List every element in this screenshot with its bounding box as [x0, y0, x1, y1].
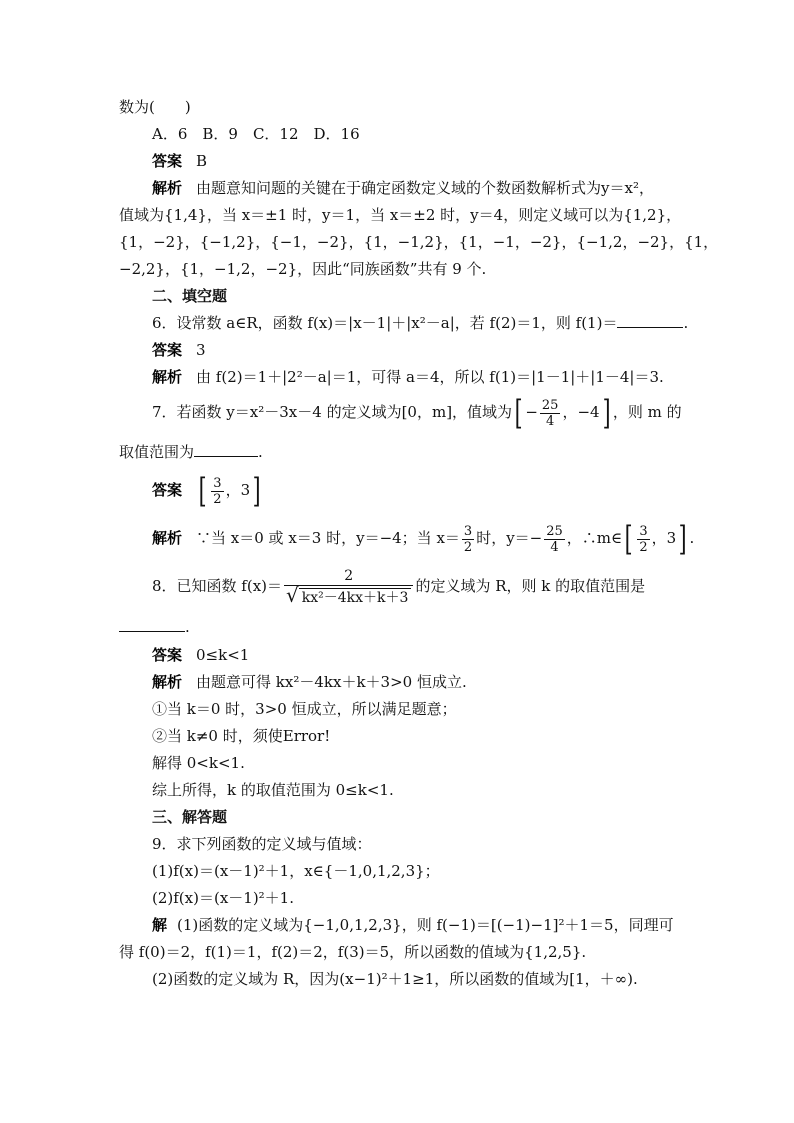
fraction: [540, 398, 561, 429]
q9-part-1: (1)f(x)＝(x－1)²＋1，x∈{－1,0,1,2,3}；: [152, 862, 440, 880]
left-bracket-icon: [: [514, 393, 523, 433]
numerator: 3: [639, 523, 648, 539]
answer-value: 3: [196, 341, 206, 359]
q5-tail: 数为( ): [119, 98, 191, 116]
q8-stem: [152, 566, 645, 607]
q8-analysis-line-1: [152, 672, 467, 692]
numerator: 25: [546, 523, 563, 539]
fraction: [544, 524, 565, 555]
q6-stem: [152, 313, 688, 333]
q5-analysis-line-3: {1，−2}，{−1,2}，{−1，−2}，{1，−1,2}，{1，−1，−2}，{−1,2，−2}，{1，: [119, 233, 719, 251]
square-root-icon: √: [286, 583, 299, 607]
q9-stem: 9．求下列函数的定义域与值域：: [152, 835, 372, 853]
analysis-text: 由题意可得 kx²－4kx＋k＋3>0 恒成立.: [196, 673, 467, 691]
q9-solution-line-1: [152, 915, 674, 935]
answer-label: 答案: [152, 152, 183, 170]
minus-sign: −: [525, 403, 538, 421]
numerator: 3: [213, 475, 222, 491]
q8-analysis-line-3: ②当 k≠0 时，须使Error!: [152, 727, 331, 745]
q8-stem-line-2: [119, 617, 190, 637]
q8-stem-end: .: [185, 618, 190, 636]
answer-label: 答案: [152, 481, 183, 499]
q8-stem-b: 的定义域为 R，则 k 的取值范围是: [415, 577, 646, 595]
q8-stem-a: 8．已知函数 f(x)＝: [152, 577, 283, 595]
fraction: [637, 524, 649, 555]
q7-analysis: [152, 519, 695, 559]
q7-stem-c: 取值范围为: [119, 443, 195, 461]
fraction: [211, 476, 223, 507]
answer-tail: ，3: [225, 481, 251, 499]
q8-analysis-line-5: 综上所得，k 的取值范围为 0≤k<1.: [152, 781, 394, 799]
analysis-label: 解析: [152, 368, 183, 386]
q5-analysis-line-4: −2,2}，{1，−1,2，−2}，因此“同族函数”共有 9 个.: [119, 260, 487, 278]
q8-answer: [152, 645, 249, 665]
analysis-text: 由题意知问题的关键在于确定函数定义域的个数函数解析式为y＝x²，: [196, 179, 654, 197]
numerator: 3: [463, 523, 473, 539]
denominator: [284, 583, 413, 607]
answer-value: 0≤k<1: [196, 646, 250, 664]
analysis-label: 解析: [152, 179, 183, 197]
right-bracket-icon: ]: [602, 393, 611, 433]
right-bracket-icon: ]: [678, 519, 687, 559]
denominator: 4: [550, 539, 559, 555]
analysis-label: 解析: [152, 529, 183, 547]
numerator: 2: [284, 567, 413, 586]
numerator: 25: [541, 397, 559, 413]
q6-stem-text: 6．设常数 a∈R，函数 f(x)＝|x－1|＋|x²－a|，若 f(2)＝1，则 f(1)＝: [152, 314, 618, 332]
analysis-label: 解析: [152, 673, 183, 691]
answer-label: 答案: [152, 646, 183, 664]
denominator: 4: [546, 413, 555, 429]
analysis-text: 由 f(2)＝1＋|2²－a|＝1，可得 a＝4，所以 f(1)＝|1－1|＋|1－4|＝3.: [196, 368, 664, 386]
right-bracket-icon: ]: [252, 471, 261, 511]
answer-value: B: [196, 152, 208, 170]
radicand: kx²－4kx＋k＋3: [299, 588, 412, 607]
q5-analysis-line-1: [152, 178, 654, 198]
q7-answer: [152, 471, 263, 511]
analysis-a: ∵当 x＝0 或 x＝3 时，y＝−4；当 x＝: [196, 529, 460, 547]
q7-stem-end: .: [258, 443, 263, 461]
section-title-solutions: 三、解答题: [152, 808, 228, 826]
q8-analysis-line-4: 解得 0<k<1.: [152, 754, 245, 772]
answer-blank: [119, 617, 185, 632]
left-bracket-icon: [: [198, 471, 207, 511]
fraction: [462, 524, 474, 555]
solution-label: 解: [152, 916, 168, 934]
q7-stem-line-2: [119, 442, 263, 462]
q9-solution-line-2: 得 f(0)＝2，f(1)＝1，f(2)＝2，f(3)＝5，所以函数的值域为{1,2,5}.: [119, 943, 587, 961]
q5-answer: [152, 151, 207, 171]
analysis-b: 时，y＝−: [476, 529, 543, 547]
q5-analysis-line-2: 值域为{1,4}，当 x＝±1 时，y＝1，当 x＝±2 时，y＝4，则定义域可以为{1,2}，: [119, 206, 682, 224]
analysis-c: ，∴m∈: [566, 529, 623, 547]
q7-range-tail: ，−4: [562, 403, 600, 421]
fraction: [284, 567, 413, 607]
denominator: 2: [639, 539, 648, 555]
answer-blank: [194, 442, 258, 457]
q6-stem-end: .: [683, 314, 689, 332]
q8-analysis-line-2: ①当 k＝0 时，3>0 恒成立，所以满足题意；: [152, 700, 457, 718]
q7-stem: [152, 393, 682, 433]
q5-options: A．6 B．9 C．12 D．16: [152, 125, 360, 143]
answer-blank: [617, 313, 683, 328]
analysis-d: ，3: [651, 529, 677, 547]
q9-solution-line-3: (2)函数的定义域为 R，因为(x−1)²＋1≥1，所以函数的值域为[1，＋∞).: [152, 970, 638, 988]
q7-stem-b: ，则 m 的: [612, 403, 682, 421]
q6-answer: [152, 340, 206, 360]
left-bracket-icon: [: [624, 519, 633, 559]
q9-part-2: (2)f(x)＝(x－1)²＋1.: [152, 889, 294, 907]
solution-text: (1)函数的定义域为{−1,0,1,2,3}，则 f(−1)＝[(−1)−1]²＋1＝5，同理可: [177, 916, 674, 934]
analysis-end: .: [689, 529, 695, 547]
denominator: 2: [213, 491, 222, 507]
q6-analysis: [152, 367, 664, 387]
q7-stem-a: 7．若函数 y＝x²－3x－4 的定义域为[0，m]，值域为: [152, 403, 513, 421]
section-title-fill-in: 二、填空题: [152, 287, 228, 305]
answer-label: 答案: [152, 341, 183, 359]
denominator: 2: [463, 539, 473, 555]
